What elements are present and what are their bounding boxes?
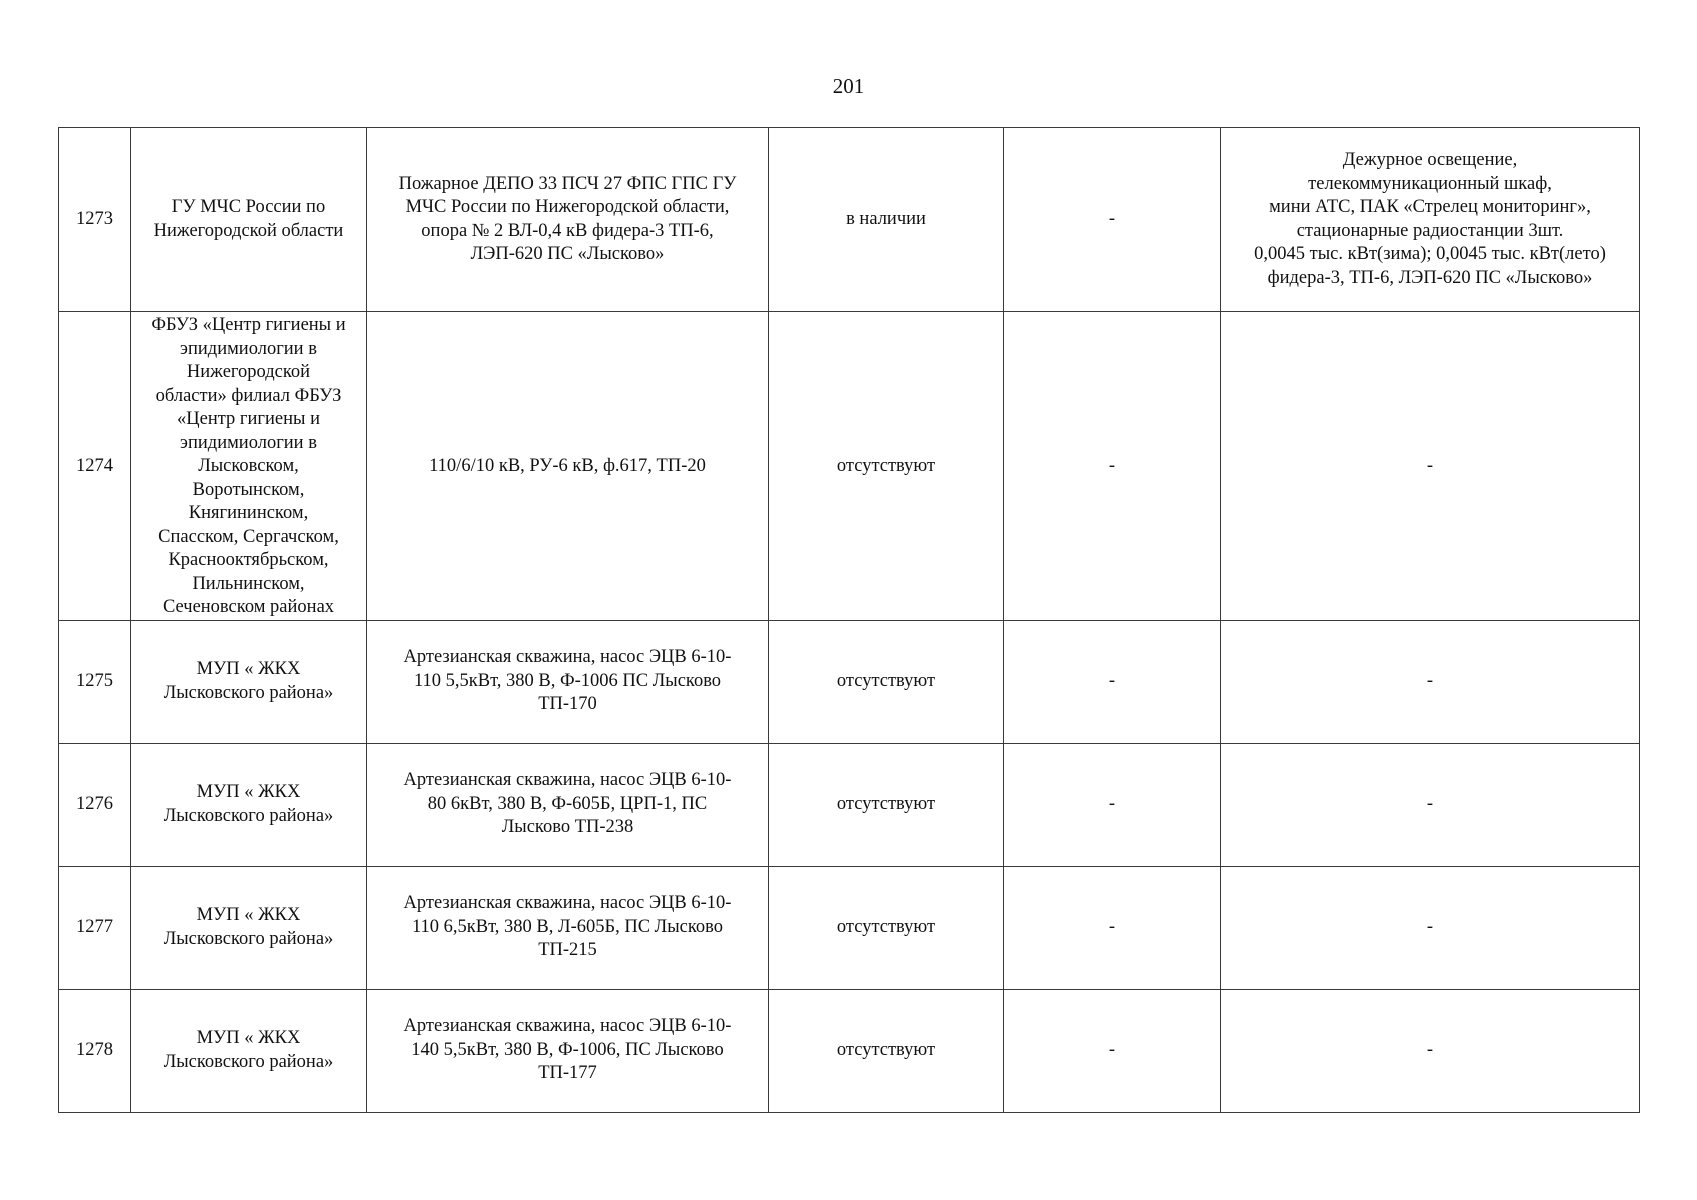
column-6-cell: Дежурное освещение, телекоммуникационный шкаф, мини АТС, ПАК «Стрелец мониторинг», стационарные радиостанции 3шт. 0,0045 тыс. кВт(зима); 0,0045 тыс. кВт(лето) фидера-3, ТП-6, ЛЭП-620 ПС «Лысково» [1221,128,1640,312]
column-5-cell: - [1004,128,1221,312]
object-cell: Артезианская скважина, насос ЭЦВ 6-10- 110 5,5кВт, 380 В, Ф-1006 ПС Лысково ТП-170 [367,620,769,743]
table-row [59,128,1640,312]
organization-cell: МУП « ЖКХ Лысковского района» [131,620,367,743]
object-cell: Пожарное ДЕПО 33 ПСЧ 27 ФПС ГПС ГУ МЧС России по Нижегородской области, опора № 2 ВЛ-0,4 кВ фидера-3 ТП-6, ЛЭП-620 ПС «Лысково» [367,128,769,312]
organization-cell: МУП « ЖКХ Лысковского района» [131,989,367,1112]
column-6-cell: - [1221,743,1640,866]
table-row [59,989,1640,1112]
column-6-cell: - [1221,866,1640,989]
table-row [59,743,1640,866]
object-cell: Артезианская скважина, насос ЭЦВ 6-10- 140 5,5кВт, 380 В, Ф-1006, ПС Лысково ТП-177 [367,989,769,1112]
availability-cell: отсутствуют [769,989,1004,1112]
organization-cell: МУП « ЖКХ Лысковского района» [131,866,367,989]
row-number: 1278 [59,989,131,1112]
row-number: 1273 [59,128,131,312]
data-table [58,127,1640,1113]
table-row [59,312,1640,621]
organization-cell: МУП « ЖКХ Лысковского района» [131,743,367,866]
column-6-cell: - [1221,620,1640,743]
column-5-cell: - [1004,989,1221,1112]
object-cell: Артезианская скважина, насос ЭЦВ 6-10- 80 6кВт, 380 В, Ф-605Б, ЦРП-1, ПС Лысково ТП-238 [367,743,769,866]
organization-cell: ФБУЗ «Центр гигиены и эпидимиологии в Нижегородской области» филиал ФБУЗ «Центр гигиены и эпидимиологии в Лысковском, Воротынском, Княгининском, Спасском, Сергачском, Краснооктябрьском, Пильнинском, Сеченовском районах [131,312,367,621]
availability-cell: отсутствуют [769,620,1004,743]
row-number: 1276 [59,743,131,866]
row-number: 1275 [59,620,131,743]
availability-cell: в наличии [769,128,1004,312]
column-5-cell: - [1004,620,1221,743]
column-5-cell: - [1004,312,1221,621]
object-cell: 110/6/10 кВ, РУ-6 кВ, ф.617, ТП-20 [367,312,769,621]
column-5-cell: - [1004,866,1221,989]
row-number: 1277 [59,866,131,989]
availability-cell: отсутствуют [769,866,1004,989]
column-5-cell: - [1004,743,1221,866]
table-row [59,620,1640,743]
table-row [59,866,1640,989]
column-6-cell: - [1221,312,1640,621]
row-number: 1274 [59,312,131,621]
column-6-cell: - [1221,989,1640,1112]
availability-cell: отсутствуют [769,312,1004,621]
availability-cell: отсутствуют [769,743,1004,866]
object-cell: Артезианская скважина, насос ЭЦВ 6-10- 110 6,5кВт, 380 В, Л-605Б, ПС Лысково ТП-215 [367,866,769,989]
page-number: 201 [832,74,865,98]
organization-cell: ГУ МЧС России по Нижегородской области [131,128,367,312]
